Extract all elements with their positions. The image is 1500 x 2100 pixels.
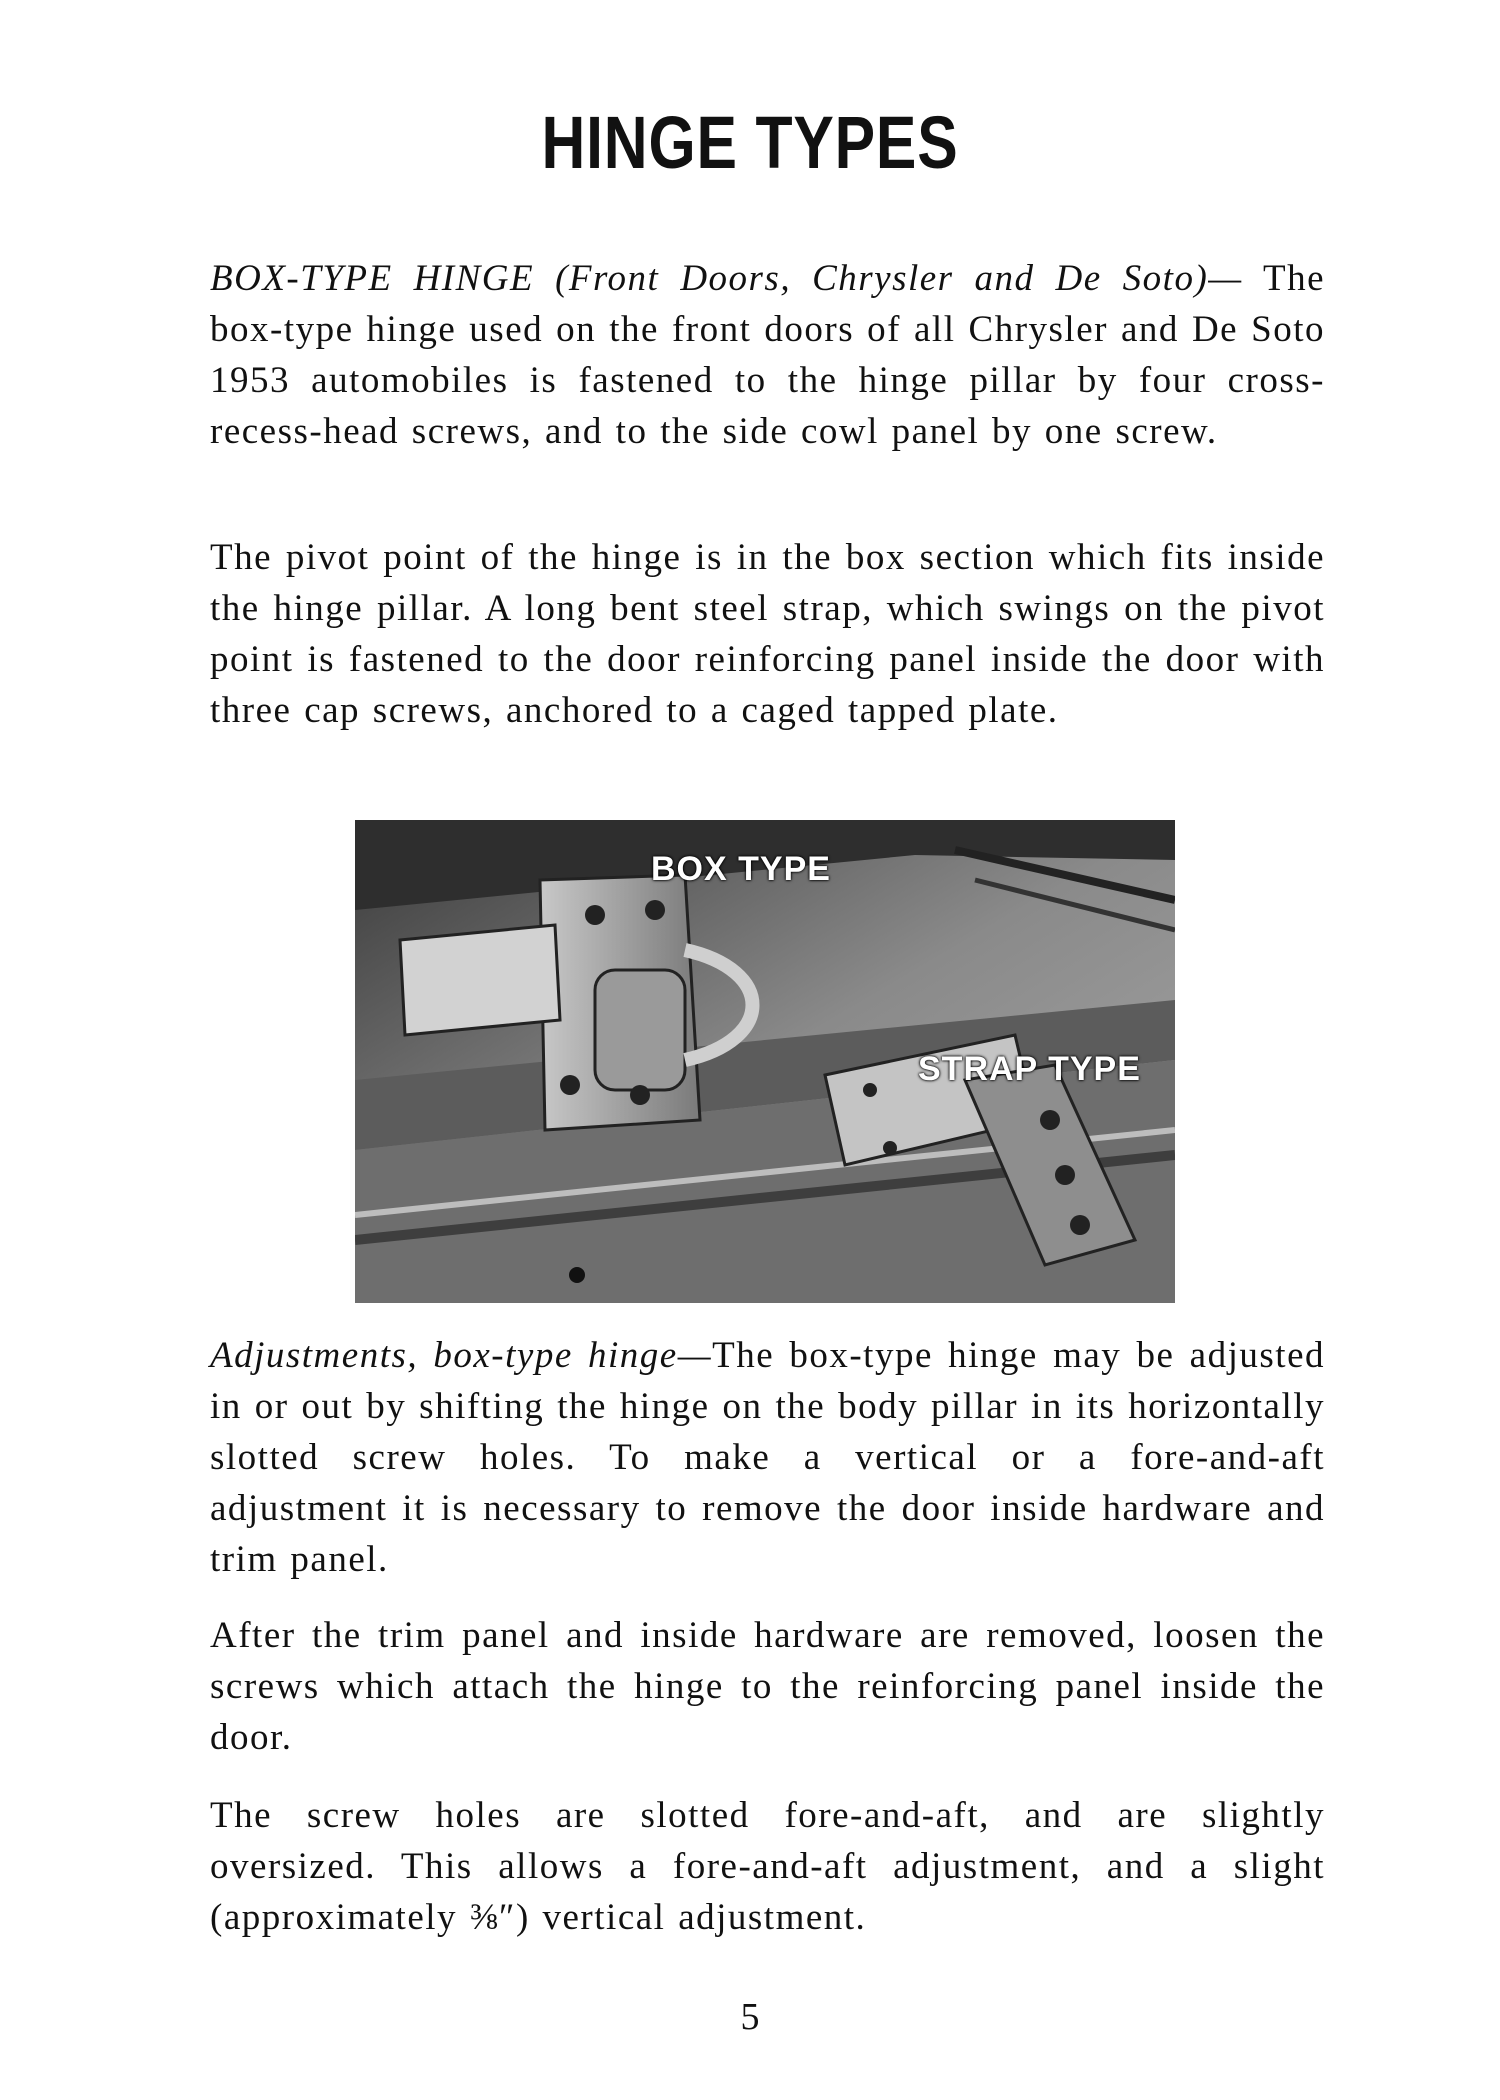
paragraph-lead: BOX-TYPE HINGE (Front Doors, Chrysler and De Soto)— xyxy=(210,258,1243,299)
paragraph-lead: Adjustments, box-type hinge— xyxy=(210,1335,713,1376)
page-number: 5 xyxy=(740,1996,760,2038)
paragraph-text: The screw holes are slotted fore-and-aft, and are slightly oversized. This allows a fore-and-aft adjustment, and a slight (approximately ⅜″) vertical adjustment. xyxy=(210,1795,1325,1938)
paragraph-pivot-point xyxy=(210,532,1325,736)
paragraph-text: The pivot point of the hinge is in the box section which fits inside the hinge pillar. A long bent steel strap, which swings on the pivot point is fastened to the door reinforcing panel inside the door with three cap screws, anchored to a caged tapped plate. xyxy=(210,537,1325,731)
box-type-label: BOX TYPE xyxy=(651,850,831,888)
paragraph-screw-holes xyxy=(210,1790,1325,1943)
paragraph-text: After the trim panel and inside hardware are removed, loosen the screws which attach the hinge to the reinforcing panel inside the door. xyxy=(210,1615,1325,1758)
strap-type-label: STRAP TYPE xyxy=(918,1050,1141,1088)
paragraph-text: The box-type hinge may be adjusted in or out by shifting the hinge on the body pillar in its horizontally slotted screw holes. To make a vertical or a fore-and-aft adjustment it is necessary to remove the door inside hardware and trim panel. xyxy=(210,1335,1325,1580)
paragraph-text: The box-type hinge used on the front doors of all Chrysler and De Soto 1953 automobiles is fastened to the hinge pillar by four cross-recess-head screws, and to the side cowl panel by one screw. xyxy=(210,258,1326,452)
hinge-photo xyxy=(355,820,1175,1303)
paragraph-box-type-hinge xyxy=(210,253,1325,457)
page-title: HINGE TYPES xyxy=(541,101,959,184)
paragraph-adjustments xyxy=(210,1330,1325,1585)
paragraph-trim-panel xyxy=(210,1610,1325,1763)
